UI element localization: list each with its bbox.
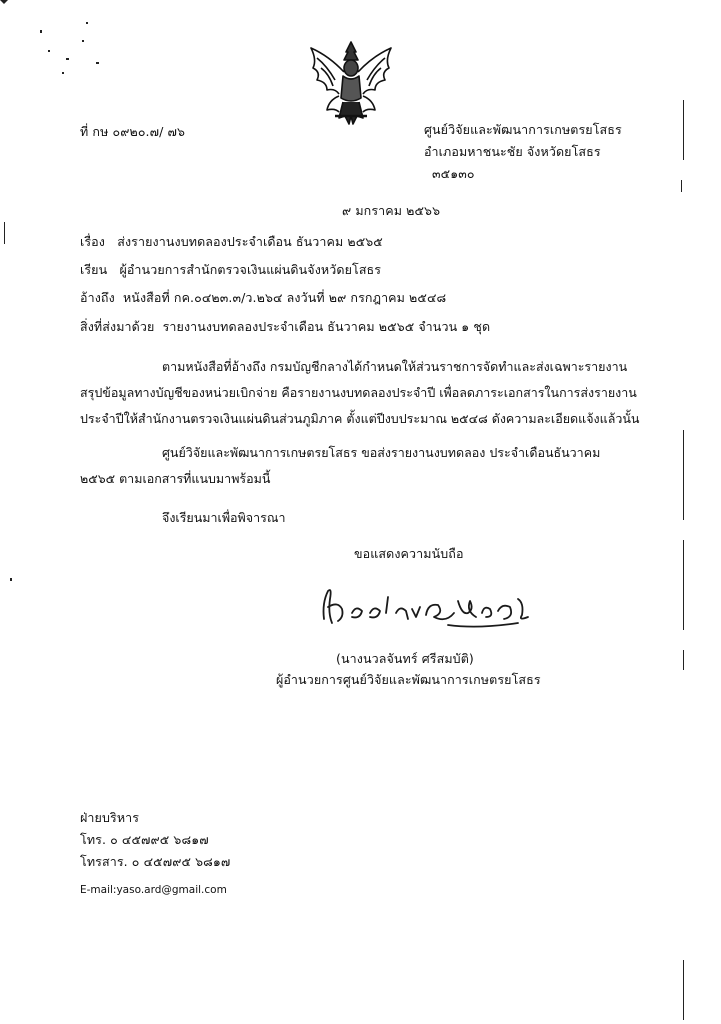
footer-email: E-mail:yaso.ard@gmail.com <box>80 884 227 896</box>
enclosure-text: รายงานงบทดลองประจำเดือน ธันวาคม ๒๕๖๕ จำนวน ๑ ชุด <box>162 319 491 334</box>
scan-speck <box>40 30 42 33</box>
footer-fax: โทรสาร. ๐ ๔๕๗๙๕ ๖๘๑๗ <box>80 854 231 869</box>
scan-speck <box>66 58 69 60</box>
to-text: ผู้อำนวยการสำนักตรวจเงินแผ่นดินจังหวัดยโสธร <box>119 262 382 277</box>
scan-edge-line <box>683 430 684 520</box>
sender-postcode: ๓๕๑๓๐ <box>432 166 475 181</box>
body-paragraph-2-line-1: ศูนย์วิจัยและพัฒนาการเกษตรยโสธร ขอส่งรายงานงบทดลอง ประจำเดือนธันวาคม <box>162 445 601 460</box>
sender-address: อำเภอมหาชนะชัย จังหวัดยโสธร <box>424 144 601 159</box>
closing-salutation: ขอแสดงความนับถือ <box>354 546 464 561</box>
reference-number: ที่ กษ ๐๙๒๐.๗/ ๗๖ <box>80 124 186 139</box>
scan-edge-line <box>683 100 684 160</box>
body-paragraph-1-line-1: ตามหนังสือที่อ้างถึง กรมบัญชีกลางได้กำหนดให้ส่วนราชการจัดทำและส่งเฉพาะรายงาน <box>162 359 628 374</box>
reference-label: อ้างถึง <box>80 290 115 305</box>
signer-title: ผู้อำนวยการศูนย์วิจัยและพัฒนาการเกษตรยโสธร <box>276 672 541 687</box>
to-line <box>80 262 381 278</box>
enclosure-label: สิ่งที่ส่งมาด้วย <box>80 319 155 334</box>
scan-edge-line <box>4 222 5 244</box>
subject-line <box>80 234 383 250</box>
scan-speck <box>96 62 99 64</box>
garuda-emblem-icon <box>305 38 397 128</box>
enclosure-line <box>80 319 490 335</box>
handwritten-signature <box>318 583 543 633</box>
subject-text: ส่งรายงานงบทดลองประจำเดือน ธันวาคม ๒๕๖๕ <box>117 234 383 249</box>
to-label: เรียน <box>80 262 108 277</box>
scan-speck <box>48 50 50 52</box>
scan-edge-line <box>683 540 684 630</box>
scan-speck <box>86 22 88 24</box>
scan-speck <box>10 578 12 581</box>
scan-speck <box>0 0 10 4</box>
sender-organization: ศูนย์วิจัยและพัฒนาการเกษตรยโสธร <box>424 122 622 137</box>
reference-text: หนังสือที่ กค.๐๔๒๓.๓/ว.๒๖๔ ลงวันที่ ๒๙ กรกฎาคม ๒๕๔๘ <box>122 290 447 305</box>
scan-speck <box>82 40 84 42</box>
scan-edge-line <box>683 960 684 1020</box>
footer-phone: โทร. ๐ ๔๕๗๙๕ ๖๘๑๗ <box>80 832 209 847</box>
body-paragraph-3: จึงเรียนมาเพื่อพิจารณา <box>162 510 286 525</box>
scan-speck <box>62 72 64 74</box>
footer-department: ฝ่ายบริหาร <box>80 810 140 825</box>
scan-edge-line <box>681 180 682 192</box>
body-paragraph-1-line-3: ประจำปีให้สำนักงานตรวจเงินแผ่นดินส่วนภูมิภาค ตั้งแต่ปีงบประมาณ ๒๕๔๘ ดังความละเอียดแจ้งแล้วนั้น <box>80 411 640 426</box>
scan-edge-line <box>683 650 684 670</box>
body-paragraph-1-line-2: สรุปข้อมูลทางบัญชีของหน่วยเบิกจ่าย คือรายงานงบทดลองประจำปี เพื่อลดภาระเอกสารในการส่งรายงาน <box>80 385 637 400</box>
letter-date: ๙ มกราคม ๒๕๖๖ <box>342 203 441 218</box>
signer-name: (นางนวลจันทร์ ศรีสมบัติ) <box>336 651 474 666</box>
reference-line <box>80 290 446 306</box>
subject-label: เรื่อง <box>80 234 105 249</box>
body-paragraph-2-line-2: ๒๕๖๕ ตามเอกสารที่แนบมาพร้อมนี้ <box>80 471 271 486</box>
